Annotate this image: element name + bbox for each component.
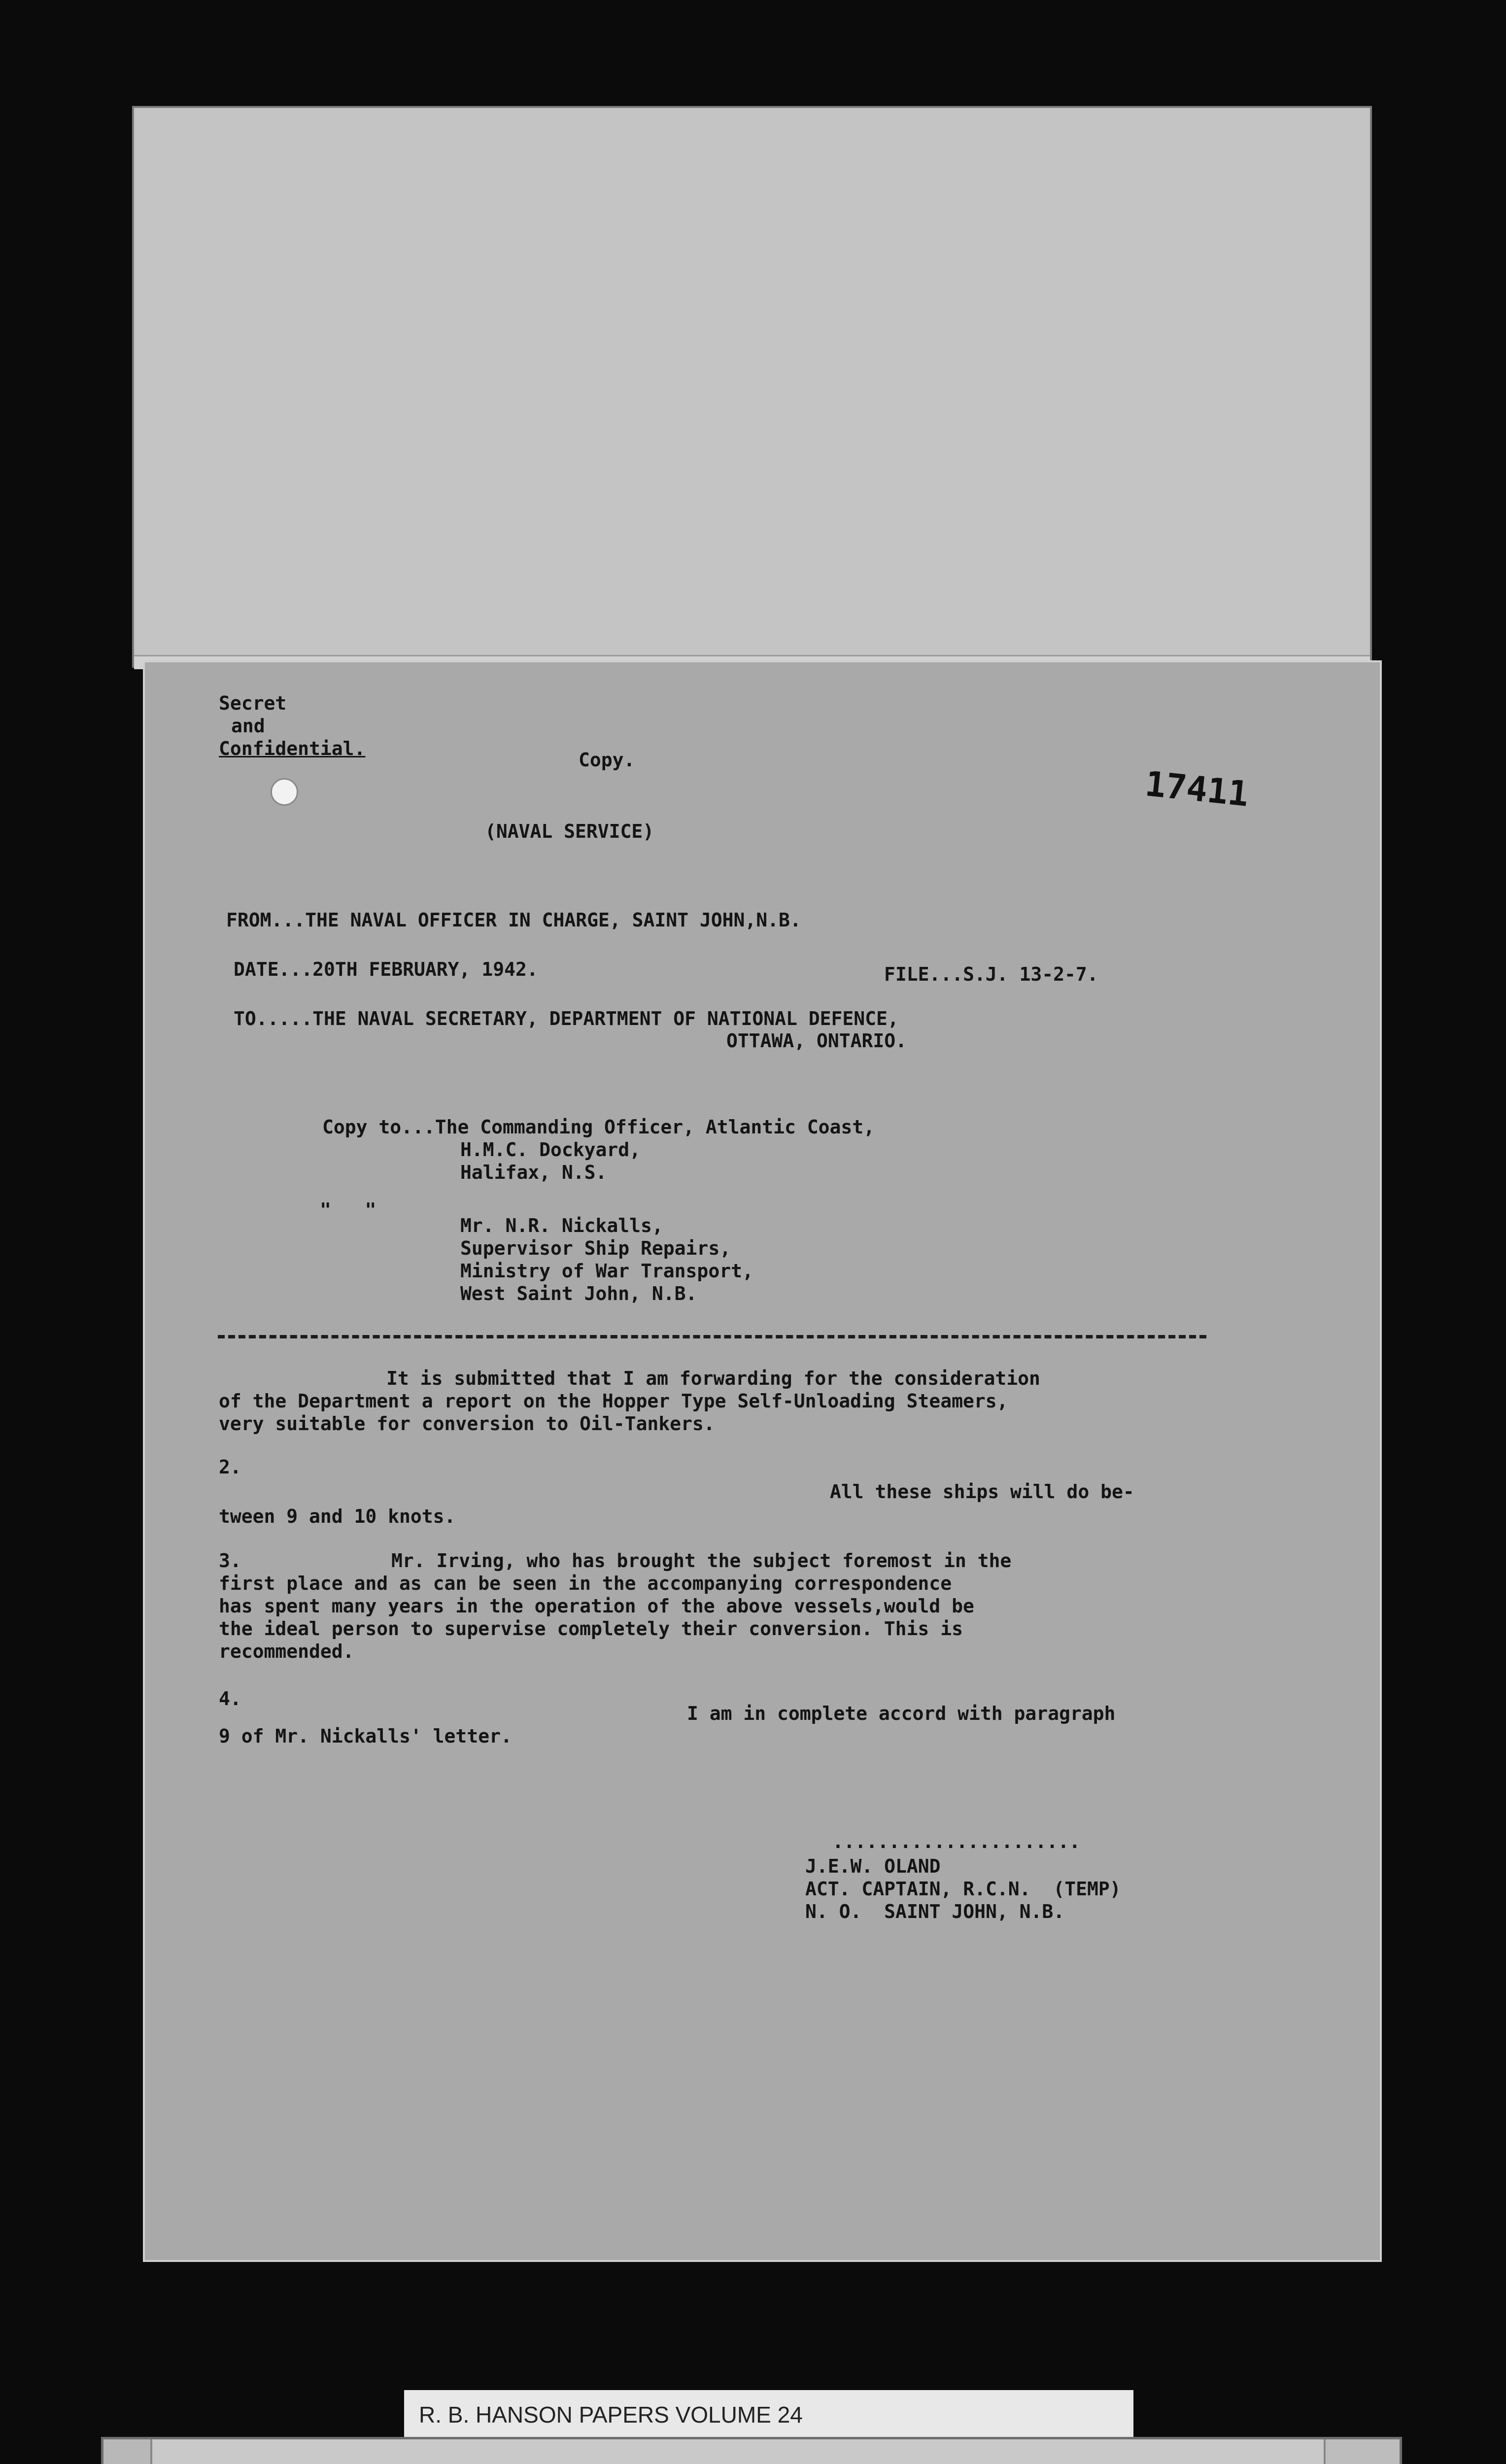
classification-line-3: Confidential. bbox=[219, 738, 366, 759]
archives-card bbox=[101, 2437, 1402, 2464]
para3-line-4: the ideal person to supervise completely their conversion. This is bbox=[219, 1618, 963, 1640]
copy-to-2-line-4: West Saint John, N.B. bbox=[460, 1283, 697, 1304]
to-line: TO.....THE NAVAL SECRETARY, DEPARTMENT OF NATIONAL DEFENCE, bbox=[234, 1008, 899, 1029]
volume-label: R. B. HANSON PAPERS VOLUME 24 bbox=[404, 2390, 1133, 2439]
para2-line-2: tween 9 and 10 knots. bbox=[219, 1506, 456, 1527]
signature-name: J.E.W. OLAND bbox=[805, 1855, 941, 1877]
copy-to-ditto: " " bbox=[320, 1199, 376, 1221]
service-heading: (NAVAL SERVICE) bbox=[485, 821, 654, 842]
date-line: DATE...20TH FEBRUARY, 1942. bbox=[234, 958, 538, 980]
file-reference: FILE...S.J. 13-2-7. bbox=[884, 963, 1098, 985]
para1-line-3: very suitable for conversion to Oil-Tankers. bbox=[219, 1413, 715, 1435]
copy-to-line-1: Copy to...The Commanding Officer, Atlantic Coast, bbox=[322, 1116, 875, 1138]
para1-line-1: It is submitted that I am forwarding for the consideration bbox=[386, 1368, 1040, 1389]
para3-line-1: Mr. Irving, who has brought the subject foremost in the bbox=[391, 1550, 1012, 1572]
para3-line-2: first place and as can be seen in the accompanying correspondence bbox=[219, 1573, 952, 1594]
punch-hole bbox=[271, 778, 298, 806]
copy-to-line-2: H.M.C. Dockyard, bbox=[460, 1139, 641, 1161]
para4-number: 4. bbox=[219, 1688, 241, 1710]
copy-mark: Copy. bbox=[579, 749, 635, 771]
copy-to-2-line-3: Ministry of War Transport, bbox=[460, 1260, 753, 1282]
classification-line-2: and bbox=[231, 715, 265, 737]
signature-office: N. O. SAINT JOHN, N.B. bbox=[805, 1901, 1065, 1922]
signature-dots: ...................... bbox=[832, 1831, 1081, 1852]
para3-line-3: has spent many years in the operation of the above vessels,would be bbox=[219, 1595, 974, 1617]
para3-line-5: recommended. bbox=[219, 1641, 354, 1662]
file-number: 17411 bbox=[1143, 763, 1251, 815]
para2-number: 2. bbox=[219, 1456, 241, 1478]
copy-to-2-line-2: Supervisor Ship Repairs, bbox=[460, 1237, 731, 1259]
signature-rank: ACT. CAPTAIN, R.C.N. (TEMP) bbox=[805, 1878, 1121, 1900]
para2-line-1: All these ships will do be- bbox=[830, 1481, 1134, 1503]
copy-to-line-3: Halifax, N.S. bbox=[460, 1162, 607, 1183]
para3-number: 3. bbox=[219, 1550, 241, 1572]
to-line-2: OTTAWA, ONTARIO. bbox=[726, 1030, 907, 1052]
para4-line-1: I am in complete accord with paragraph bbox=[687, 1703, 1116, 1724]
card-left-tab bbox=[103, 2439, 152, 2464]
letter-page bbox=[143, 660, 1382, 2262]
para1-line-2: of the Department a report on the Hopper Type Self-Unloading Steamers, bbox=[219, 1390, 1008, 1412]
para4-line-2: 9 of Mr. Nickalls' letter. bbox=[219, 1725, 512, 1747]
from-line: FROM...THE NAVAL OFFICER IN CHARGE, SAINT JOHN,N.B. bbox=[226, 909, 801, 931]
copy-to-2-line-1: Mr. N.R. Nickalls, bbox=[460, 1215, 663, 1236]
dashed-divider bbox=[218, 1335, 1206, 1338]
card-right-tab bbox=[1324, 2439, 1400, 2464]
top-blank-page bbox=[132, 106, 1372, 668]
classification-line-1: Secret bbox=[219, 692, 287, 714]
